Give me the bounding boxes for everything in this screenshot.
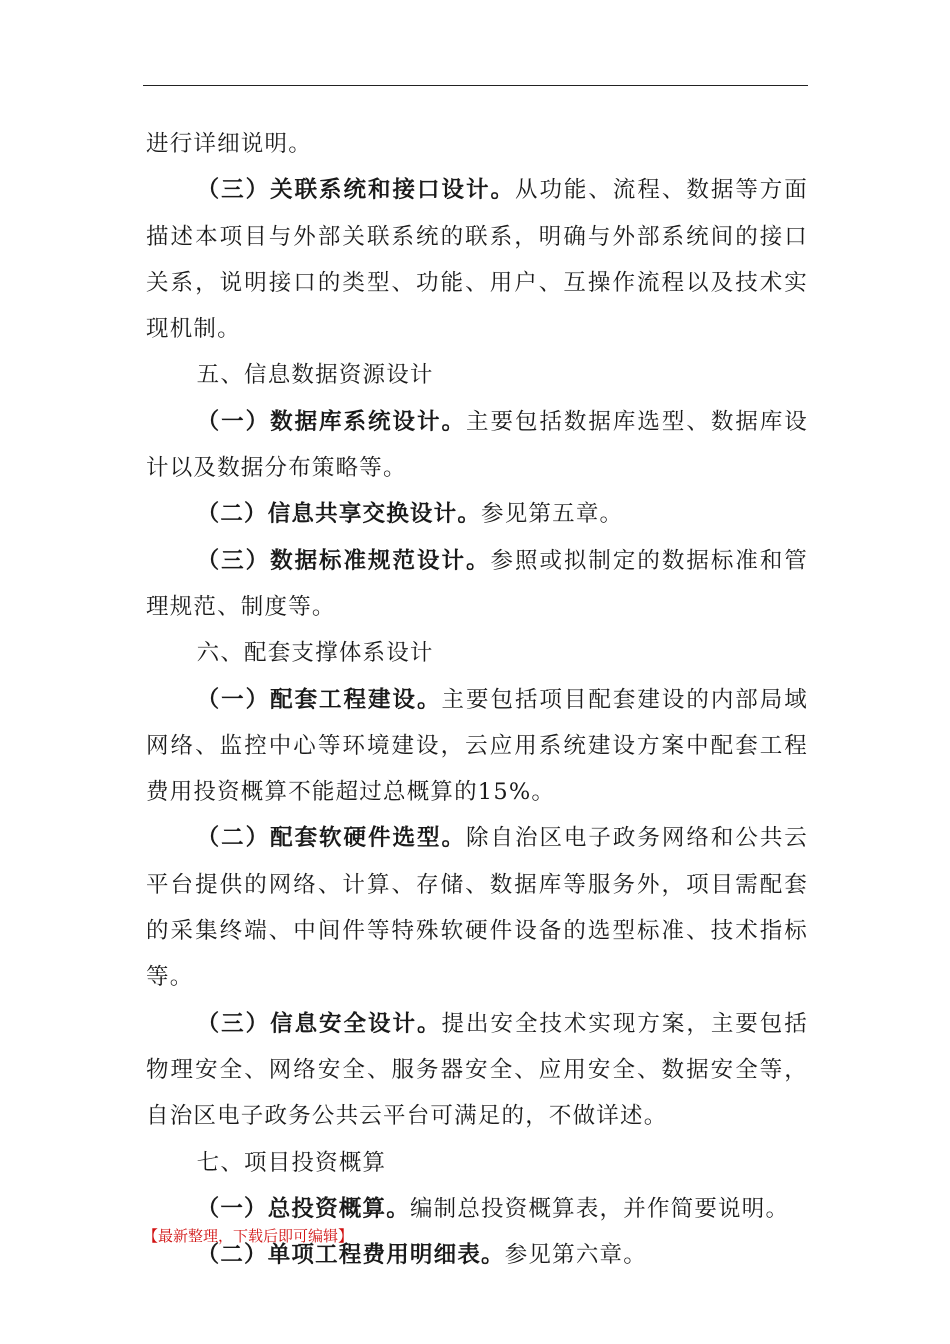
paragraph-info-sharing bbox=[146, 491, 808, 537]
paragraph-supporting-works bbox=[146, 677, 808, 816]
paragraph-text: 提出安全技术实现方案，主要包括物理安全、网络安全、服务器安全、应用安全、数据安全等，自治区电子政务公共云平台可满足的，不做详述。 bbox=[146, 1010, 808, 1130]
subheading-interface-design: （三）关联系统和接口设计。 bbox=[196, 177, 515, 204]
section-heading-data-resource: 五、信息数据资源设计 bbox=[196, 362, 434, 389]
paragraph-text: 参见第五章。 bbox=[481, 501, 624, 528]
subheading-data-standards: （三）数据标准规范设计。 bbox=[196, 547, 491, 574]
paragraph-continuation: 进行详细说明。 bbox=[146, 131, 312, 157]
header-rule bbox=[143, 85, 808, 86]
paragraph-hardware-software bbox=[146, 815, 808, 1000]
paragraph-text: 参照或拟制定的数据标准和管理规范、制度等。 bbox=[146, 547, 808, 620]
subheading-total-investment: （一）总投资概算。 bbox=[196, 1195, 410, 1222]
subheading-security-design: （三）信息安全设计。 bbox=[196, 1010, 442, 1037]
subheading-database-design: （一）数据库系统设计。 bbox=[196, 408, 466, 435]
footer-note: 【最新整理，下载后即可编辑】 bbox=[143, 1227, 354, 1245]
paragraph-text: 编制总投资概算表，并作简要说明。 bbox=[409, 1195, 790, 1222]
paragraph-text: 主要包括数据库选型、数据库设计以及数据分布策略等。 bbox=[146, 408, 809, 482]
paragraph-text: 主要包括项目配套建设的内部局域网络、监控中心等环境建设，云应用系统建设方案中配套工程费用投资概算不能超过总概算的15%。 bbox=[146, 686, 808, 806]
subheading-supporting-works: （一）配套工程建设。 bbox=[196, 686, 442, 713]
paragraph-database-design bbox=[146, 399, 808, 492]
paragraph-text: 参见第六章。 bbox=[504, 1242, 647, 1269]
subheading-info-sharing: （二）信息共享交换设计。 bbox=[196, 501, 482, 528]
paragraph-data-standards bbox=[146, 538, 808, 631]
subheading-hardware-software: （二）配套软硬件选型。 bbox=[196, 825, 466, 852]
section-heading-investment: 七、项目投资概算 bbox=[196, 1149, 387, 1176]
paragraph-interface-design bbox=[146, 167, 808, 352]
paragraph-text: 除自治区电子政务网络和公共云平台提供的网络、计算、存储、数据库等服务外，项目需配套的采集终端、中间件等特殊软硬件设备的选型标准、技术指标等。 bbox=[146, 825, 809, 991]
paragraph-text: 从功能、流程、数据等方面描述本项目与外部关联系统的联系，明确与外部系统间的接口关系，说明接口的类型、功能、用户、互操作流程以及技术实现机制。 bbox=[146, 177, 808, 343]
section-heading-support-system: 六、配套支撑体系设计 bbox=[196, 640, 434, 667]
paragraph-security-design bbox=[146, 1001, 808, 1140]
document-body bbox=[146, 121, 808, 1278]
subheading-cost-details: （二）单项工程费用明细表。 bbox=[196, 1242, 505, 1269]
